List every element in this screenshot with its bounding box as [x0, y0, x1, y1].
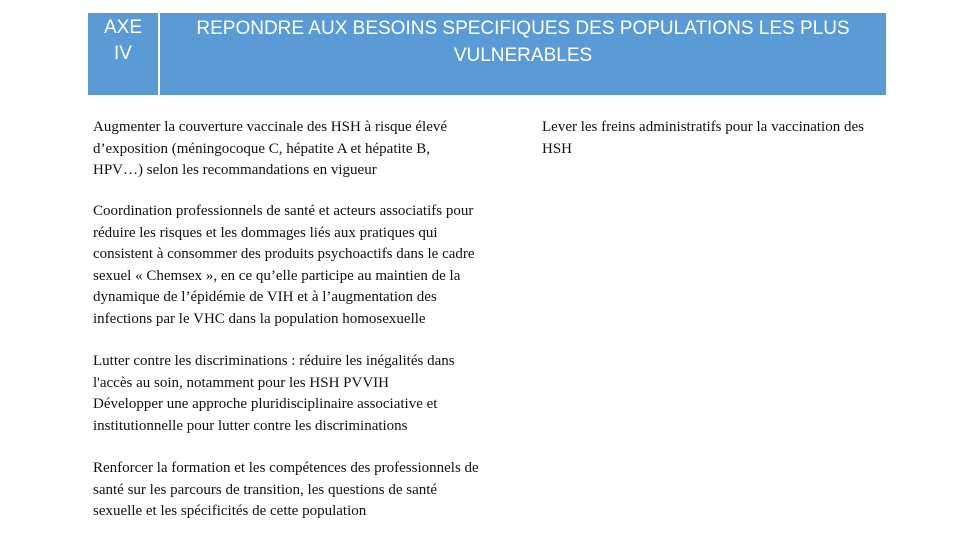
text-line: consistent à consommer des produits psychoactifs dans le cadre — [93, 246, 475, 262]
text-line: HPV…) selon les recommandations en vigueur — [93, 162, 377, 178]
text-line: Lever les freins administratifs pour la vaccination des — [542, 119, 864, 135]
text-line: sexuelle et les spécificités de cette population — [93, 503, 367, 519]
axis-header-bar — [88, 13, 886, 95]
administrative-barriers-text — [542, 117, 952, 160]
text-line: institutionnelle pour lutter contre les discriminations — [93, 417, 408, 434]
axis-title-cell — [160, 13, 886, 97]
text-line: infections par le VHC dans la population homosexuelle — [93, 310, 426, 327]
text-line: Renforcer la formation et les compétences des professionnels de — [93, 460, 479, 476]
text-line: Augmenter la couverture vaccinale des HSH à risque élevé — [93, 119, 448, 135]
text-line: réduire les risques et les dommages liés aux pratiques qui — [93, 224, 438, 241]
axis-title-line-1: REPONDRE AUX BESOINS SPECIFIQUES DES POPULATIONS LES PLUS — [196, 18, 850, 39]
discrimination-text — [93, 351, 563, 437]
text-line: sexuel « Chemsex », en ce qu’elle participe au maintien de la — [93, 267, 461, 284]
text-line: santé sur les parcours de transition, les questions de santé — [93, 481, 438, 498]
chemsex-coordination-text — [93, 201, 563, 330]
axis-title-line-2: VULNERABLES — [453, 45, 593, 66]
text-line: Coordination professionnels de santé et acteurs associatifs pour — [93, 203, 474, 219]
text-line: HSH — [542, 140, 573, 157]
axis-number: IV — [114, 43, 132, 64]
text-line: Développer une approche pluridisciplinaire associative et — [93, 396, 438, 412]
vaccination-coverage-text — [93, 117, 543, 182]
text-line: l'accès au soin, notamment pour les HSH PVVIH — [93, 374, 389, 391]
text-line: Lutter contre les discriminations : réduire les inégalités dans — [93, 353, 455, 369]
text-line: d’exposition (méningocoque C, hépatite A et hépatite B, — [93, 140, 431, 157]
axis-number-cell — [88, 13, 160, 95]
axis-label: AXE — [103, 17, 143, 38]
training-text — [93, 458, 563, 523]
text-line: dynamique de l’épidémie de VIH et à l’augmentation des — [93, 289, 437, 305]
